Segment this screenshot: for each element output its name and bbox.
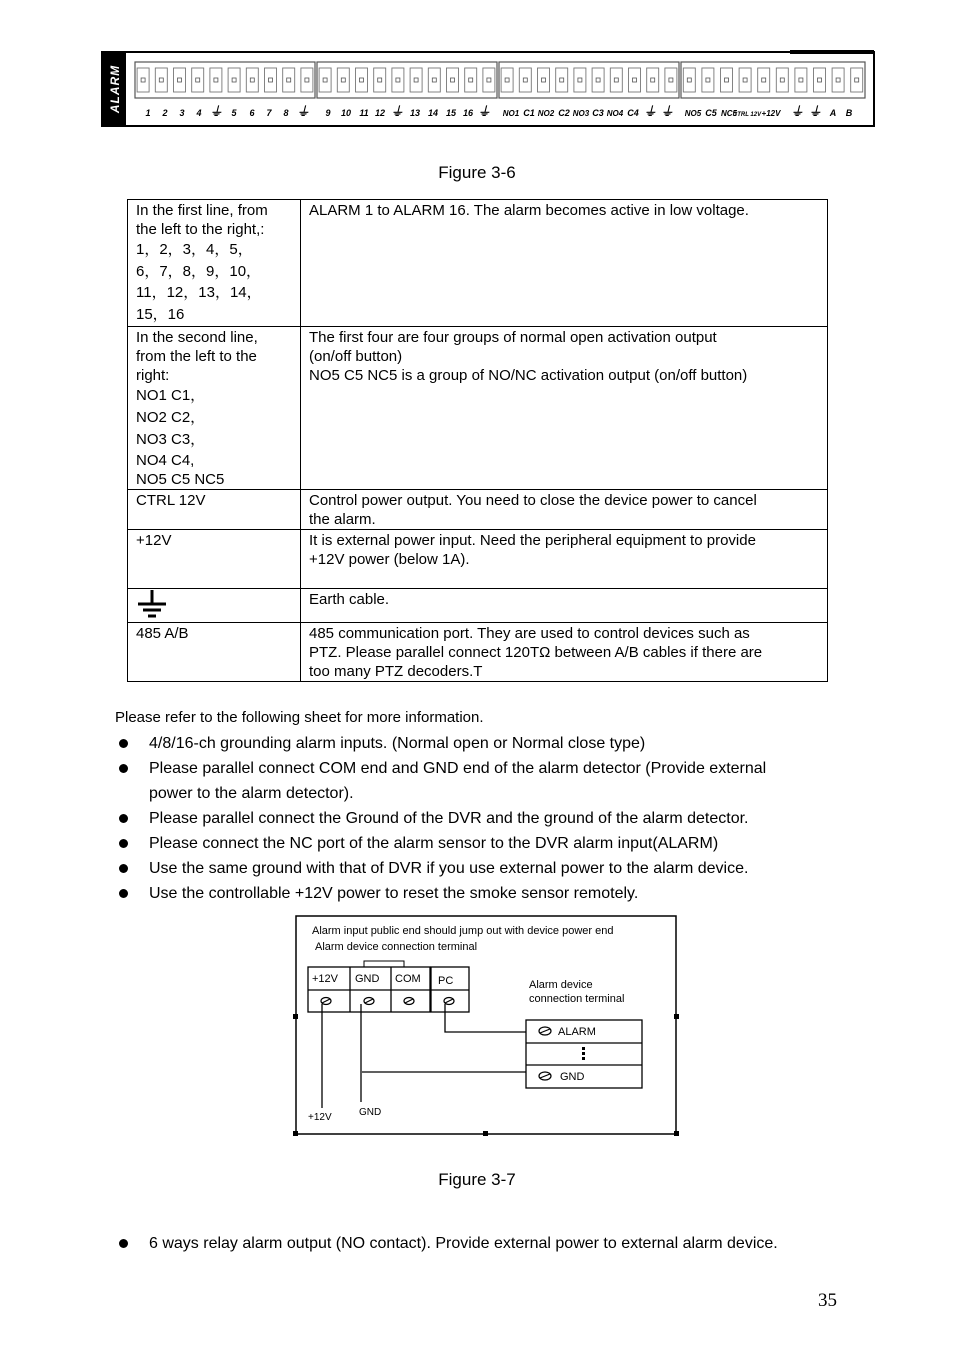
table-cell-left: [128, 589, 301, 623]
ground-terminal-icon: ⏚: [660, 104, 674, 119]
terminal-label: 15: [445, 108, 457, 118]
list-item: Use the same ground with that of DVR if you use external power to the alarm device.: [115, 856, 855, 881]
ground-terminal-icon: ⏚: [808, 104, 822, 119]
terminal-label: C5: [705, 108, 717, 118]
terminal-pc-label: PC: [438, 975, 454, 987]
alarm-panel-image: [100, 50, 876, 128]
terminal-label: 8: [283, 108, 289, 118]
bottom-12v-label: +12V: [308, 1112, 332, 1123]
diagram-note-line1: Alarm input public end should jump out with device power end: [312, 925, 614, 937]
terminal-label: 13: [409, 108, 421, 118]
table-row: [128, 589, 828, 623]
ground-terminal-icon: ⏚: [296, 104, 310, 119]
bottom-gnd-label: GND: [359, 1107, 382, 1118]
table-cell-right: Control power output. You need to close the device power to cancel the alarm.: [301, 490, 828, 530]
device-alarm-label: ALARM: [558, 1026, 596, 1038]
bullet-icon: [119, 1239, 128, 1248]
list-item: Please parallel connect COM end and GND end of the alarm detector (Provide external power to the alarm detector).: [115, 756, 855, 806]
terminal-label: 5: [231, 108, 237, 118]
ground-terminal-icon: ⏚: [643, 104, 657, 119]
diagram-note-line2: Alarm device connection terminal: [315, 941, 478, 953]
terminal-label: 12: [374, 108, 386, 118]
ground-terminal-icon: ⏚: [790, 104, 804, 119]
terminal-label: 4: [196, 108, 202, 118]
terminal-label: C1: [523, 108, 535, 118]
alarm-spec-table: [127, 199, 828, 682]
bullet-icon: [119, 814, 128, 823]
terminal-com-label: COM: [395, 973, 421, 985]
table-row: [128, 490, 828, 530]
table-cell-right: Earth cable.: [301, 589, 828, 623]
table-cell-left: In the second line, from the left to the right: NO1 C1， NO2 C2， NO3 C3， NO4 C4, NO5 C5 NC5: [128, 327, 301, 490]
table-cell-left: CTRL 12V: [128, 490, 301, 530]
table-row: [128, 623, 828, 682]
bullet-icon: [119, 889, 128, 898]
terminal-12v-label: +12V: [312, 973, 338, 985]
terminal-label: 1: [145, 108, 151, 118]
terminal-label: NO1: [502, 109, 520, 118]
figure-3-7-caption: Figure 3-7: [438, 1170, 516, 1189]
terminal-label: 7: [266, 108, 272, 118]
terminal-label: 11: [359, 108, 369, 118]
terminal-label: NO2: [537, 109, 555, 118]
terminal-label: A: [829, 108, 837, 118]
device-gnd-label: GND: [560, 1071, 585, 1083]
terminal-label: 9: [325, 108, 331, 118]
list-item: Use the controllable +12V power to reset the smoke sensor remotely.: [115, 881, 855, 906]
figure-3-6-caption: Figure 3-6: [438, 163, 516, 182]
intro-text: Please refer to the following sheet for more information.: [115, 709, 484, 726]
bullet-icon: [119, 864, 128, 873]
table-cell-right: ALARM 1 to ALARM 16. The alarm becomes active in low voltage.: [301, 200, 828, 327]
list-item: Please parallel connect the Ground of the DVR and the ground of the alarm detector.: [115, 806, 855, 831]
terminal-label: 14: [427, 108, 439, 118]
table-cell-left: In the first line, from the left to the right,: 1，2，3，4，5， 6，7，8，9，10， 11，12，13，14， 15，16: [128, 200, 301, 327]
vertical-ellipsis-icon: [582, 1047, 585, 1060]
terminal-label: C2: [558, 108, 570, 118]
terminal-label: C3: [592, 108, 604, 118]
connector-block: [681, 62, 865, 98]
ground-terminal-icon: ⏚: [477, 104, 491, 119]
table-cell-left: +12V: [128, 530, 301, 589]
table-row: [128, 200, 828, 327]
list-item: 6 ways relay alarm output (NO contact). Provide external power to external alarm device.: [115, 1231, 778, 1256]
connector-block: [317, 62, 497, 98]
terminal-label: +12V: [761, 109, 781, 118]
terminal-label: B: [845, 108, 853, 118]
panel-side-label: ALARM: [108, 64, 122, 114]
table-cell-right: 485 communication port. They are used to control devices such as PTZ. Please parallel connect 120TΩ between A/B cables if there are too many PTZ decoders.T: [301, 623, 828, 682]
alarm-wiring-diagram: [290, 912, 680, 1138]
page-number: 35: [818, 1290, 837, 1311]
terminal-label: 16: [462, 108, 474, 118]
list-item: Please connect the NC port of the alarm sensor to the DVR alarm input(ALARM): [115, 831, 855, 856]
table-row: [128, 530, 828, 589]
terminal-label: CTRL 12V: [732, 112, 762, 118]
list-item: 4/8/16-ch grounding alarm inputs. (Normal open or Normal close type): [115, 731, 855, 756]
terminal-label: 6: [249, 108, 255, 118]
terminal-label: NC5: [720, 109, 738, 118]
bullet-icon: [119, 764, 128, 773]
terminal-label: C4: [627, 108, 639, 118]
terminal-label: 3: [179, 108, 185, 118]
table-row: [128, 327, 828, 490]
device-label-line2: connection terminal: [529, 993, 625, 1005]
terminal-label: NO5: [684, 109, 702, 118]
terminal-label: 2: [162, 108, 168, 118]
table-cell-right: It is external power input. Need the peripheral equipment to provide +12V power (below 1A).: [301, 530, 828, 589]
terminal-label: 10: [340, 108, 352, 118]
bullet-icon: [119, 839, 128, 848]
bullet-icon: [119, 739, 128, 748]
connector-block: [499, 62, 679, 98]
table-cell-right: The first four are four groups of normal open activation output (on/off button) NO5 C5 NC5 is a group of NO/NC activation output (on/off button): [301, 327, 828, 490]
table-cell-left: 485 A/B: [128, 623, 301, 682]
ground-terminal-icon: ⏚: [209, 104, 223, 119]
terminal-label: NO4: [606, 109, 624, 118]
terminal-label: NO3: [572, 109, 590, 118]
earth-ground-icon: [136, 589, 168, 621]
info-bullet-list: [115, 731, 855, 906]
device-label-line1: Alarm device: [529, 979, 593, 991]
terminal-gnd-label: GND: [355, 973, 380, 985]
connector-block: [135, 62, 315, 98]
ground-terminal-icon: ⏚: [390, 104, 404, 119]
